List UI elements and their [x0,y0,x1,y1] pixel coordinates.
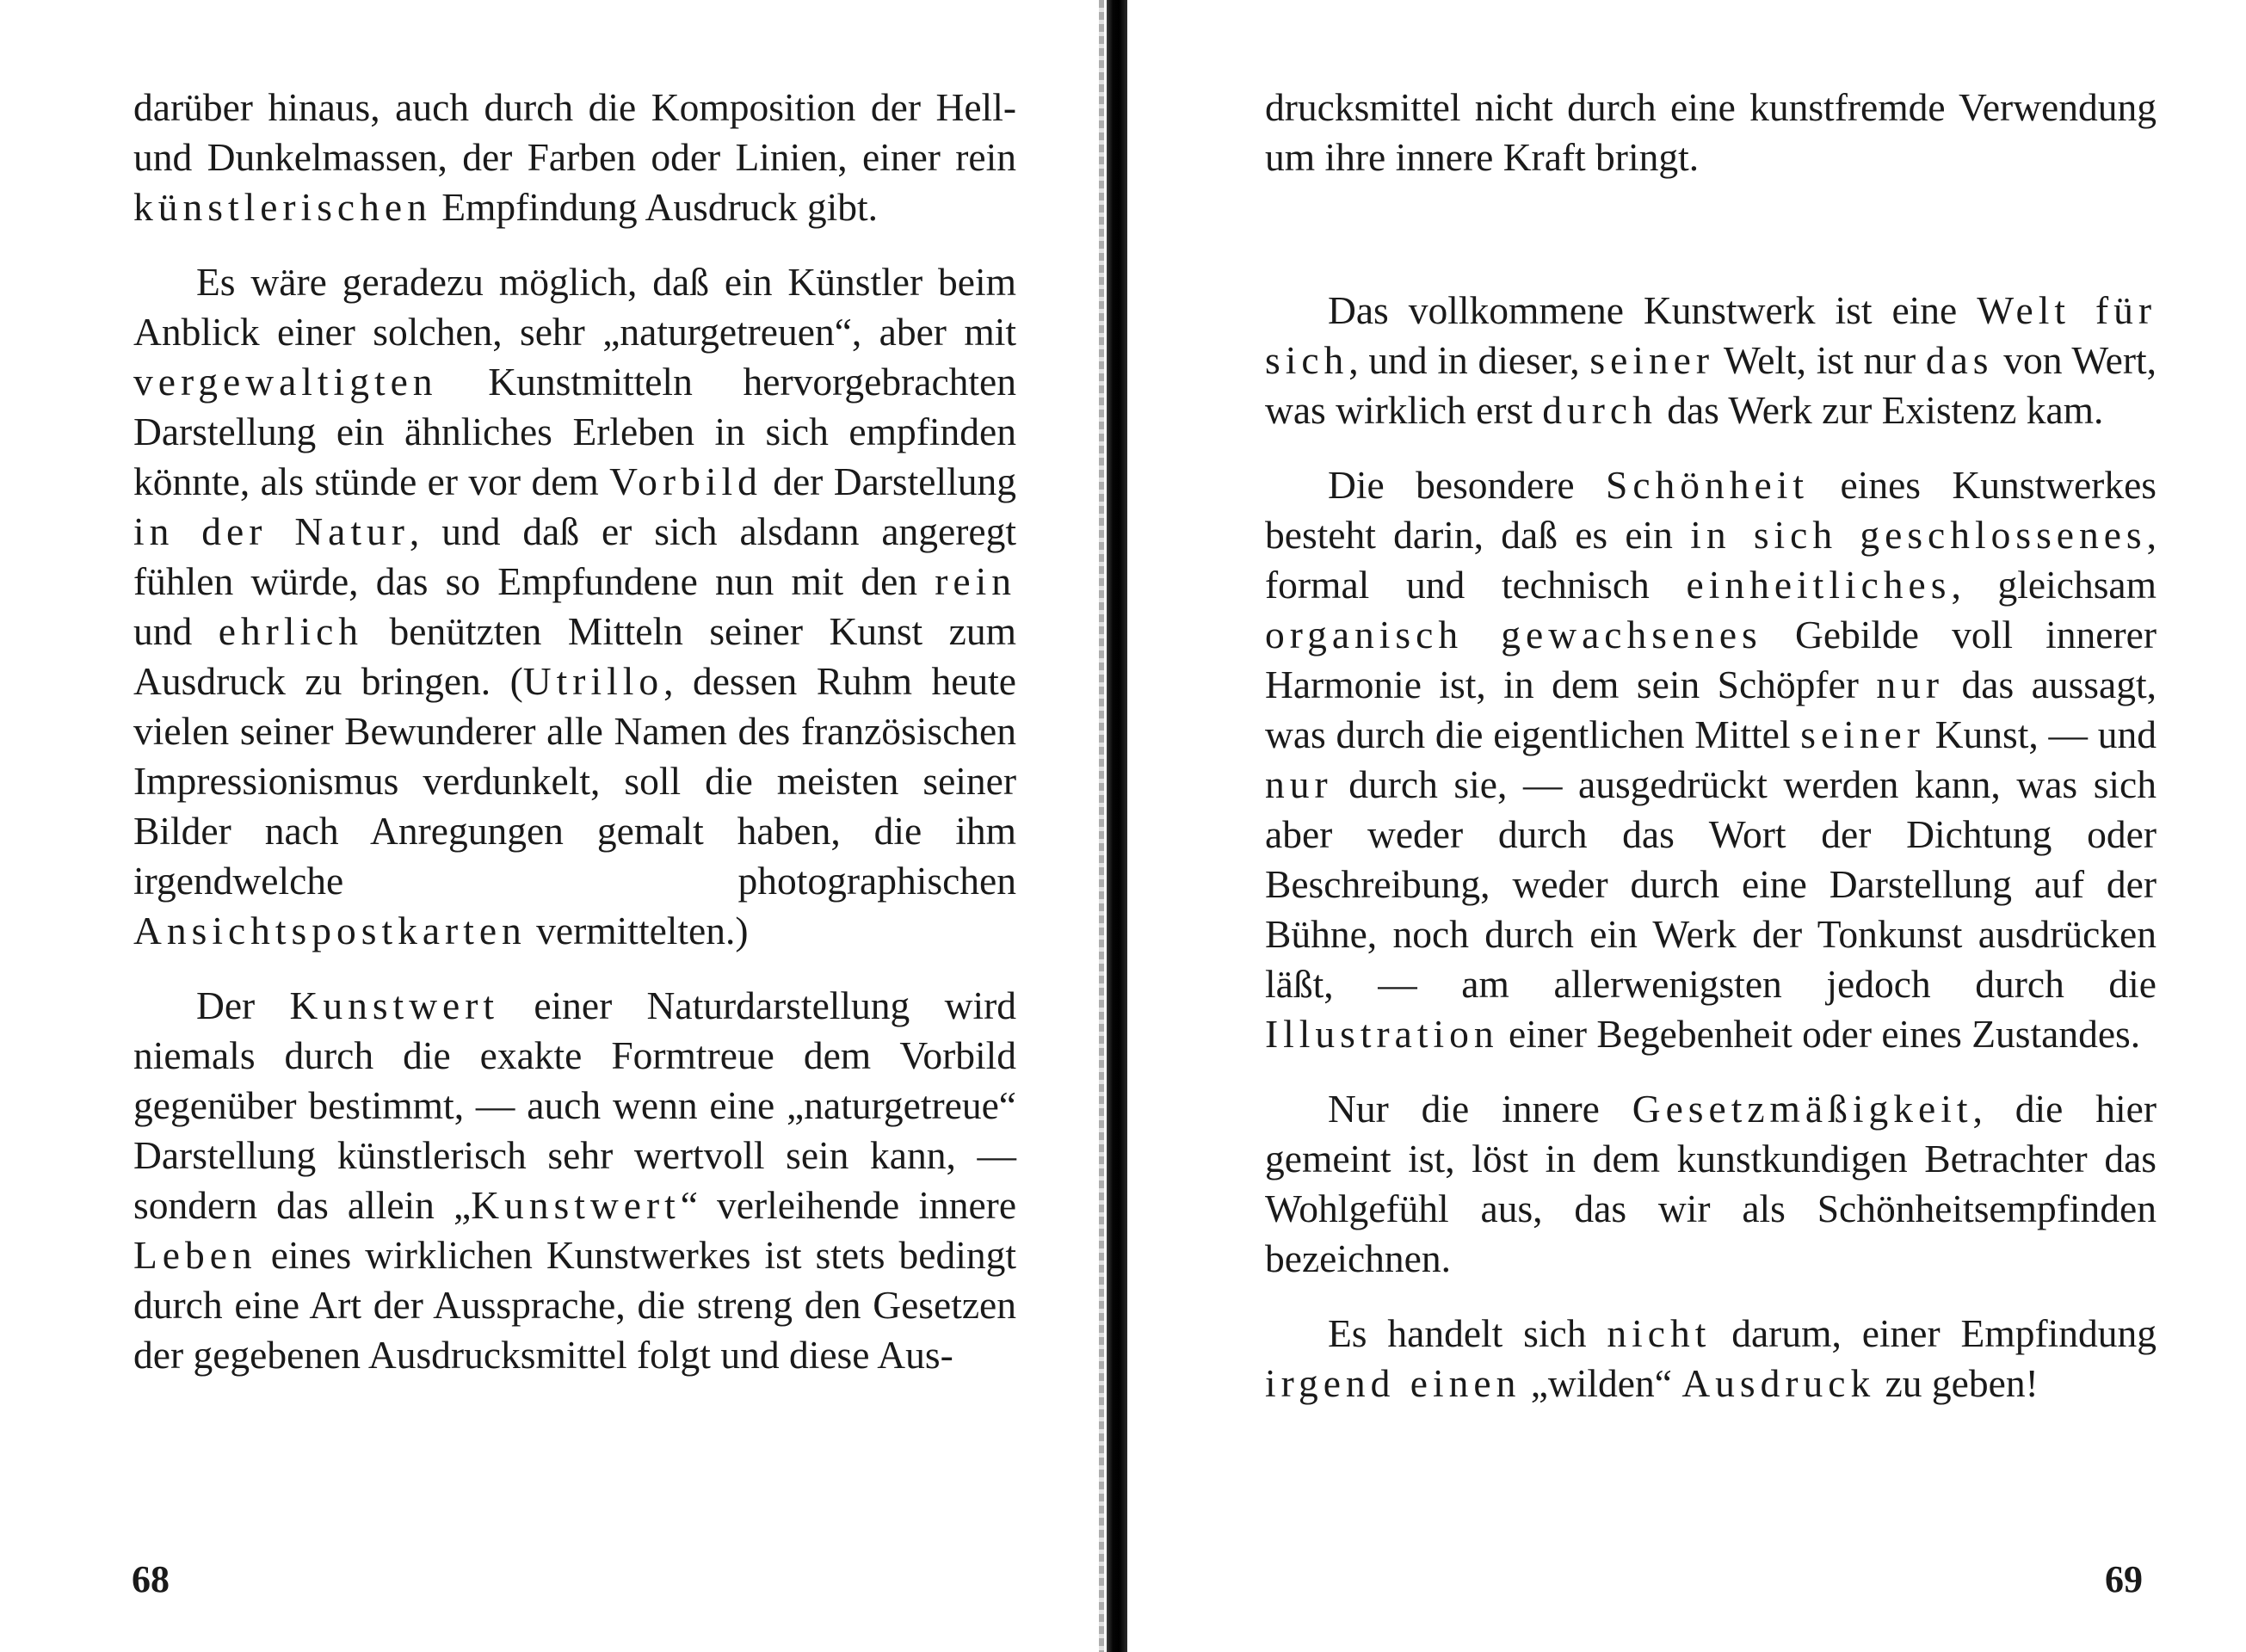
text-run: darüber hinaus, auch durch die Komposition der Hell- und Dunkelmassen, der Farben oder Linien, einer rein [133,85,1016,179]
paragraph [1265,286,2157,435]
text-run: von Wert, was wirklich erst [1265,338,2157,432]
spaced-text-run: Ansichtspostkarten [133,909,527,952]
text-run: Gebilde voll innerer Harmonie ist, in dem sein Schöpfer [1265,613,2157,706]
spaced-text-run: nur [1876,663,1945,706]
spaced-text-run: einheitliches [1686,563,1952,607]
text-run: drucksmittel nicht durch eine kunstfremde Verwendung um ihre innere Kraft bringt. [1265,85,2157,179]
spaced-text-run: Kunstwert [289,983,500,1027]
spaced-text-run: Utrillo [522,659,664,703]
text-run: zu geben! [1875,1361,2039,1405]
text-run: einer Naturdarstellung wird niemals durch die exakte Formtreue dem Vorbild gegenüber bestimmt, — auch wenn eine „naturgetreue“ Darstellung künstlerisch sehr wertvoll sein kann, — sondern das allein „ [133,983,1016,1227]
text-run: Die besondere [1328,463,1607,507]
spaced-text-run: seiner [1800,712,1925,756]
text-run: , dessen Ruhm heute vielen seiner Bewunderer alle Namen des französischen Impressionismus verdunkelt, soll die meisten seiner Bilder nach Anregungen gemalt haben, die ihm irgendwelche photographischen [133,659,1016,903]
left-page [0,0,1119,1652]
paragraph [133,83,1016,232]
text-run: , gleichsam [1951,563,2157,607]
text-run: der Darstellung [762,459,1016,503]
spaced-text-run: in sich geschlossenes [1690,513,2147,557]
gutter-edge [1099,0,1104,1652]
spaced-text-run: Welt für sich [1265,288,2157,382]
spaced-text-run: künstlerischen [133,185,432,229]
left-page-text [133,83,1016,1380]
paragraph [1265,83,2157,182]
paragraph [133,257,1016,956]
spaced-text-run: nicht [1607,1311,1712,1355]
spaced-text-run: Gesetzmäßigkeit [1632,1087,1973,1131]
spaced-text-run: organisch gewachsenes [1265,613,1762,656]
paragraph [133,981,1016,1380]
right-page [1145,0,2246,1652]
text-run: Kunst, — und [1924,712,2157,756]
text-run: Es handelt sich [1328,1311,1607,1355]
spaced-text-run: nur [1265,762,1333,806]
text-run: , formal und technisch [1265,513,2157,607]
text-run: , und in dieser, [1348,338,1590,382]
text-run: einer Begebenheit oder eines Zustandes. [1498,1012,2141,1056]
text-run: Welt, ist nur [1714,338,1926,382]
spaced-text-run: Ausdruck [1681,1361,1876,1405]
text-run: “ verleihende innere [680,1183,1017,1227]
text-run: eines Kunstwerkes besteht darin, daß es ein [1265,463,2157,557]
text-run: und [133,609,219,653]
spaced-text-run: Kunstwert [471,1183,681,1227]
spaced-text-run: vergewaltigten [133,360,438,404]
right-page-text [1265,83,2157,1409]
text-run: Das vollkommene Kunstwerk ist eine [1328,288,1978,332]
text-run: Nur die innere [1328,1087,1632,1131]
paragraph [1265,460,2157,1059]
text-run: vermittelten.) [526,909,749,952]
spaced-text-run: irgend einen [1265,1361,1521,1405]
text-run: Empfindung Ausdruck gibt. [431,185,878,229]
spaced-text-run: das [1925,338,1994,382]
text-run: Es wäre geradezu möglich, daß ein Künstler beim Anblick einer solchen, sehr „naturgetreuen“, aber mit [133,260,1016,354]
spaced-text-run: Schönheit [1606,463,1810,507]
spaced-text-run: Leben [133,1233,257,1277]
page-number-right: 69 [2105,1558,2143,1600]
text-run: das aussagt, was durch die eigentlichen Mittel [1265,663,2157,756]
text-run: benützten Mitteln seiner Kunst zum Ausdruck zu bringen. ( [133,609,1016,703]
spaced-text-run: Illustration [1265,1012,1499,1056]
text-run: eines wirklichen Kunstwerkes ist stets bedingt durch eine Art der Aussprache, die streng den Gesetzen der gegebenen Ausdrucksmittel folgt und diese Aus- [133,1233,1016,1377]
page-number-left: 68 [132,1558,170,1600]
text-run: Kunstmitteln hervorgebrachten Darstellung ein ähnliches Erleben in sich empfinden könnte, als stünde er vor dem [133,360,1016,503]
spaced-text-run: ehrlich [218,609,364,653]
text-run: durch sie, — ausgedrückt werden kann, was sich aber weder durch das Wort der Dichtung oder Beschreibung, weder durch eine Darstellung auf der Bühne, noch durch ein Werk der Tonkunst ausdrücken läßt, — am allerwenigsten jedoch durch die [1265,762,2157,1006]
spaced-text-run: Vorbild [609,459,762,503]
text-run: „wilden“ [1521,1361,1682,1405]
spaced-text-run: rein [935,559,1016,603]
paragraph [1265,1309,2157,1409]
text-run: , die hier gemeint ist, löst in dem kunstkundigen Betrachter das Wohlgefühl aus, das wir als Schönheitsempfinden bezeichnen. [1265,1087,2157,1280]
spaced-text-run: in der Natur [133,509,410,553]
book-gutter [1107,0,1127,1652]
paragraph [1265,1084,2157,1284]
text-run: darum, einer Empfindung [1711,1311,2157,1355]
text-run: , und daß er sich alsdann angeregt fühlen würde, das so Empfundene nun mit den [133,509,1016,603]
text-run: Der [196,983,290,1027]
text-run: das Werk zur Existenz kam. [1657,388,2104,432]
spaced-text-run: durch [1542,388,1657,432]
spaced-text-run: seiner [1589,338,1714,382]
